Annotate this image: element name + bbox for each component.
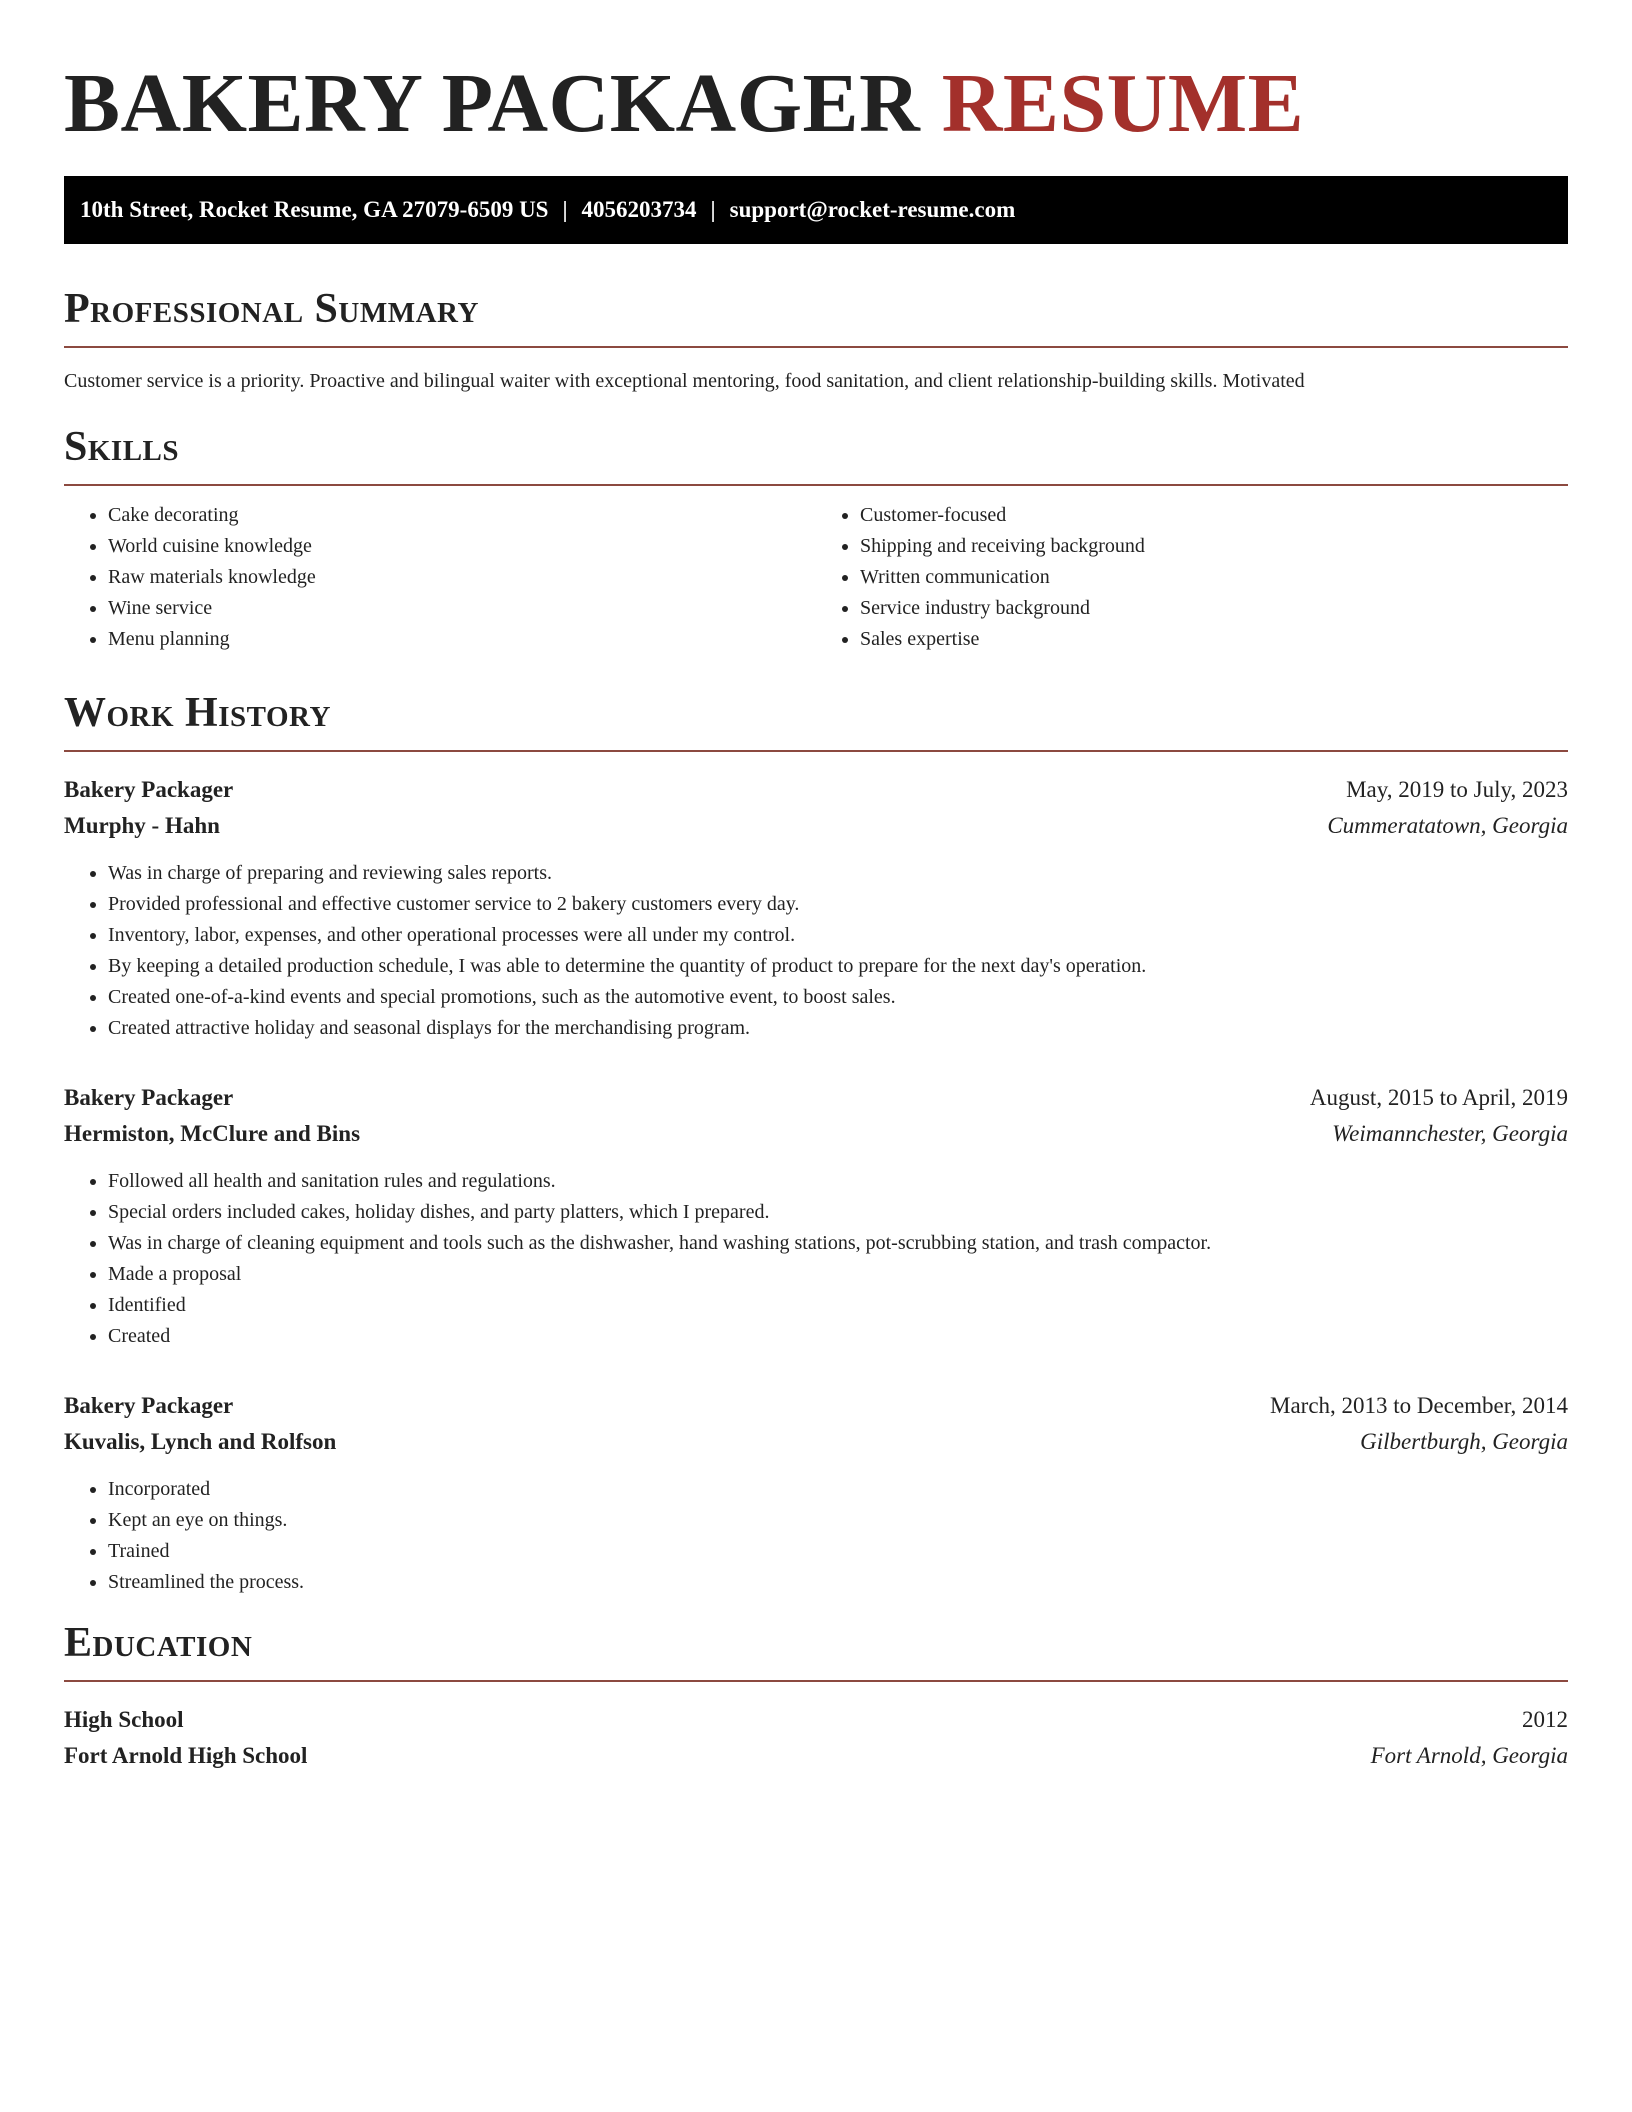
skill-item: • Menu planning [108, 624, 816, 655]
job-entry [64, 1388, 1568, 1598]
job-bullet: • By keeping a detailed production schedule, I was able to determine the quantity of product to prepare for the next day's operation. [108, 951, 1568, 982]
skill-item: • Wine service [108, 593, 816, 624]
skills-heading: Skills [64, 422, 1568, 486]
skills-grid [64, 500, 1568, 655]
job-bullet: • Streamlined the process. [108, 1567, 1568, 1598]
job-location: Gilbertburgh, Georgia [1360, 1429, 1568, 1454]
job-bullet: • Incorporated [108, 1474, 1568, 1505]
work-section [64, 688, 1568, 1598]
education-school-row [64, 1738, 1568, 1774]
job-bullet: • Was in charge of preparing and reviewing sales reports. [108, 858, 1568, 889]
contact-phone: 4056203734 [581, 197, 697, 222]
title-accent: RESUME [941, 57, 1305, 150]
job-bullet: • Provided professional and effective customer service to 2 bakery customers every day. [108, 889, 1568, 920]
job-title: Bakery Packager [64, 1393, 234, 1418]
contact-separator: | [710, 197, 716, 222]
education-school: Fort Arnold High School [64, 1743, 308, 1768]
job-header-row [64, 772, 1568, 808]
summary-heading: Professional Summary [64, 284, 1568, 348]
job-bullet: • Inventory, labor, expenses, and other operational processes were all under my control. [108, 920, 1568, 951]
skill-item: • World cuisine knowledge [108, 531, 816, 562]
job-bullet: • Created [108, 1321, 1568, 1352]
job-company: Kuvalis, Lynch and Rolfson [64, 1429, 337, 1454]
skills-list-right [816, 500, 1568, 655]
job-bullet: • Created one-of-a-kind events and special promotions, such as the automotive event, to boost sales. [108, 982, 1568, 1013]
skill-item: • Written communication [860, 562, 1568, 593]
education-degree: High School [64, 1707, 184, 1732]
job-company-row [64, 808, 1568, 844]
job-bullet: • Was in charge of cleaning equipment and tools such as the dishwasher, hand washing stations, pot-scrubbing station, and trash compactor. [108, 1228, 1568, 1259]
skills-list-left [64, 500, 816, 655]
contact-bar [64, 176, 1568, 244]
contact-separator: | [562, 197, 568, 222]
contact-email[interactable]: support@rocket-resume.com [729, 197, 1016, 222]
title-main: BAKERY PACKAGER [64, 57, 921, 150]
job-bullet: • Trained [108, 1536, 1568, 1567]
resume-title [64, 56, 1304, 152]
skill-item: • Customer-focused [860, 500, 1568, 531]
job-company-row [64, 1424, 1568, 1460]
job-dates: August, 2015 to April, 2019 [1309, 1085, 1568, 1110]
education-location: Fort Arnold, Georgia [1370, 1743, 1568, 1768]
job-bullet: • Kept an eye on things. [108, 1505, 1568, 1536]
education-heading: Education [64, 1618, 1568, 1682]
job-company-row [64, 1116, 1568, 1152]
job-dates: March, 2013 to December, 2014 [1270, 1393, 1568, 1418]
job-location: Weimannchester, Georgia [1332, 1121, 1568, 1146]
skill-item: • Sales expertise [860, 624, 1568, 655]
job-entry [64, 1080, 1568, 1352]
skill-item: • Cake decorating [108, 500, 816, 531]
job-header-row [64, 1388, 1568, 1424]
job-company: Hermiston, McClure and Bins [64, 1121, 361, 1146]
contact-address: 10th Street, Rocket Resume, GA 27079-6509 US [80, 197, 549, 222]
education-entry [64, 1702, 1568, 1774]
skill-item: • Shipping and receiving background [860, 531, 1568, 562]
job-bullet: • Created attractive holiday and seasonal displays for the merchandising program. [108, 1013, 1568, 1044]
job-title: Bakery Packager [64, 1085, 234, 1110]
job-company: Murphy - Hahn [64, 813, 220, 838]
skill-item: • Raw materials knowledge [108, 562, 816, 593]
job-bullet: • Identified [108, 1290, 1568, 1321]
summary-section [64, 284, 1568, 396]
job-entry [64, 772, 1568, 1044]
skill-item: • Service industry background [860, 593, 1568, 624]
job-bullet: • Special orders included cakes, holiday dishes, and party platters, which I prepared. [108, 1197, 1568, 1228]
job-location: Cummeratatown, Georgia [1327, 813, 1568, 838]
education-section [64, 1618, 1568, 1774]
education-degree-row [64, 1702, 1568, 1738]
skills-section [64, 422, 1568, 655]
job-bullets [64, 1474, 1568, 1598]
work-heading: Work History [64, 688, 1568, 752]
job-bullets [64, 1166, 1568, 1352]
job-bullet: • Followed all health and sanitation rules and regulations. [108, 1166, 1568, 1197]
job-dates: May, 2019 to July, 2023 [1346, 777, 1568, 802]
job-title: Bakery Packager [64, 777, 234, 802]
job-bullet: • Made a proposal [108, 1259, 1568, 1290]
education-year: 2012 [1522, 1707, 1568, 1732]
summary-text: Customer service is a priority. Proactive and bilingual waiter with exceptional mentoring, food sanitation, and client relationship-building skills. Motivated [64, 370, 1305, 392]
job-header-row [64, 1080, 1568, 1116]
job-bullets [64, 858, 1568, 1044]
